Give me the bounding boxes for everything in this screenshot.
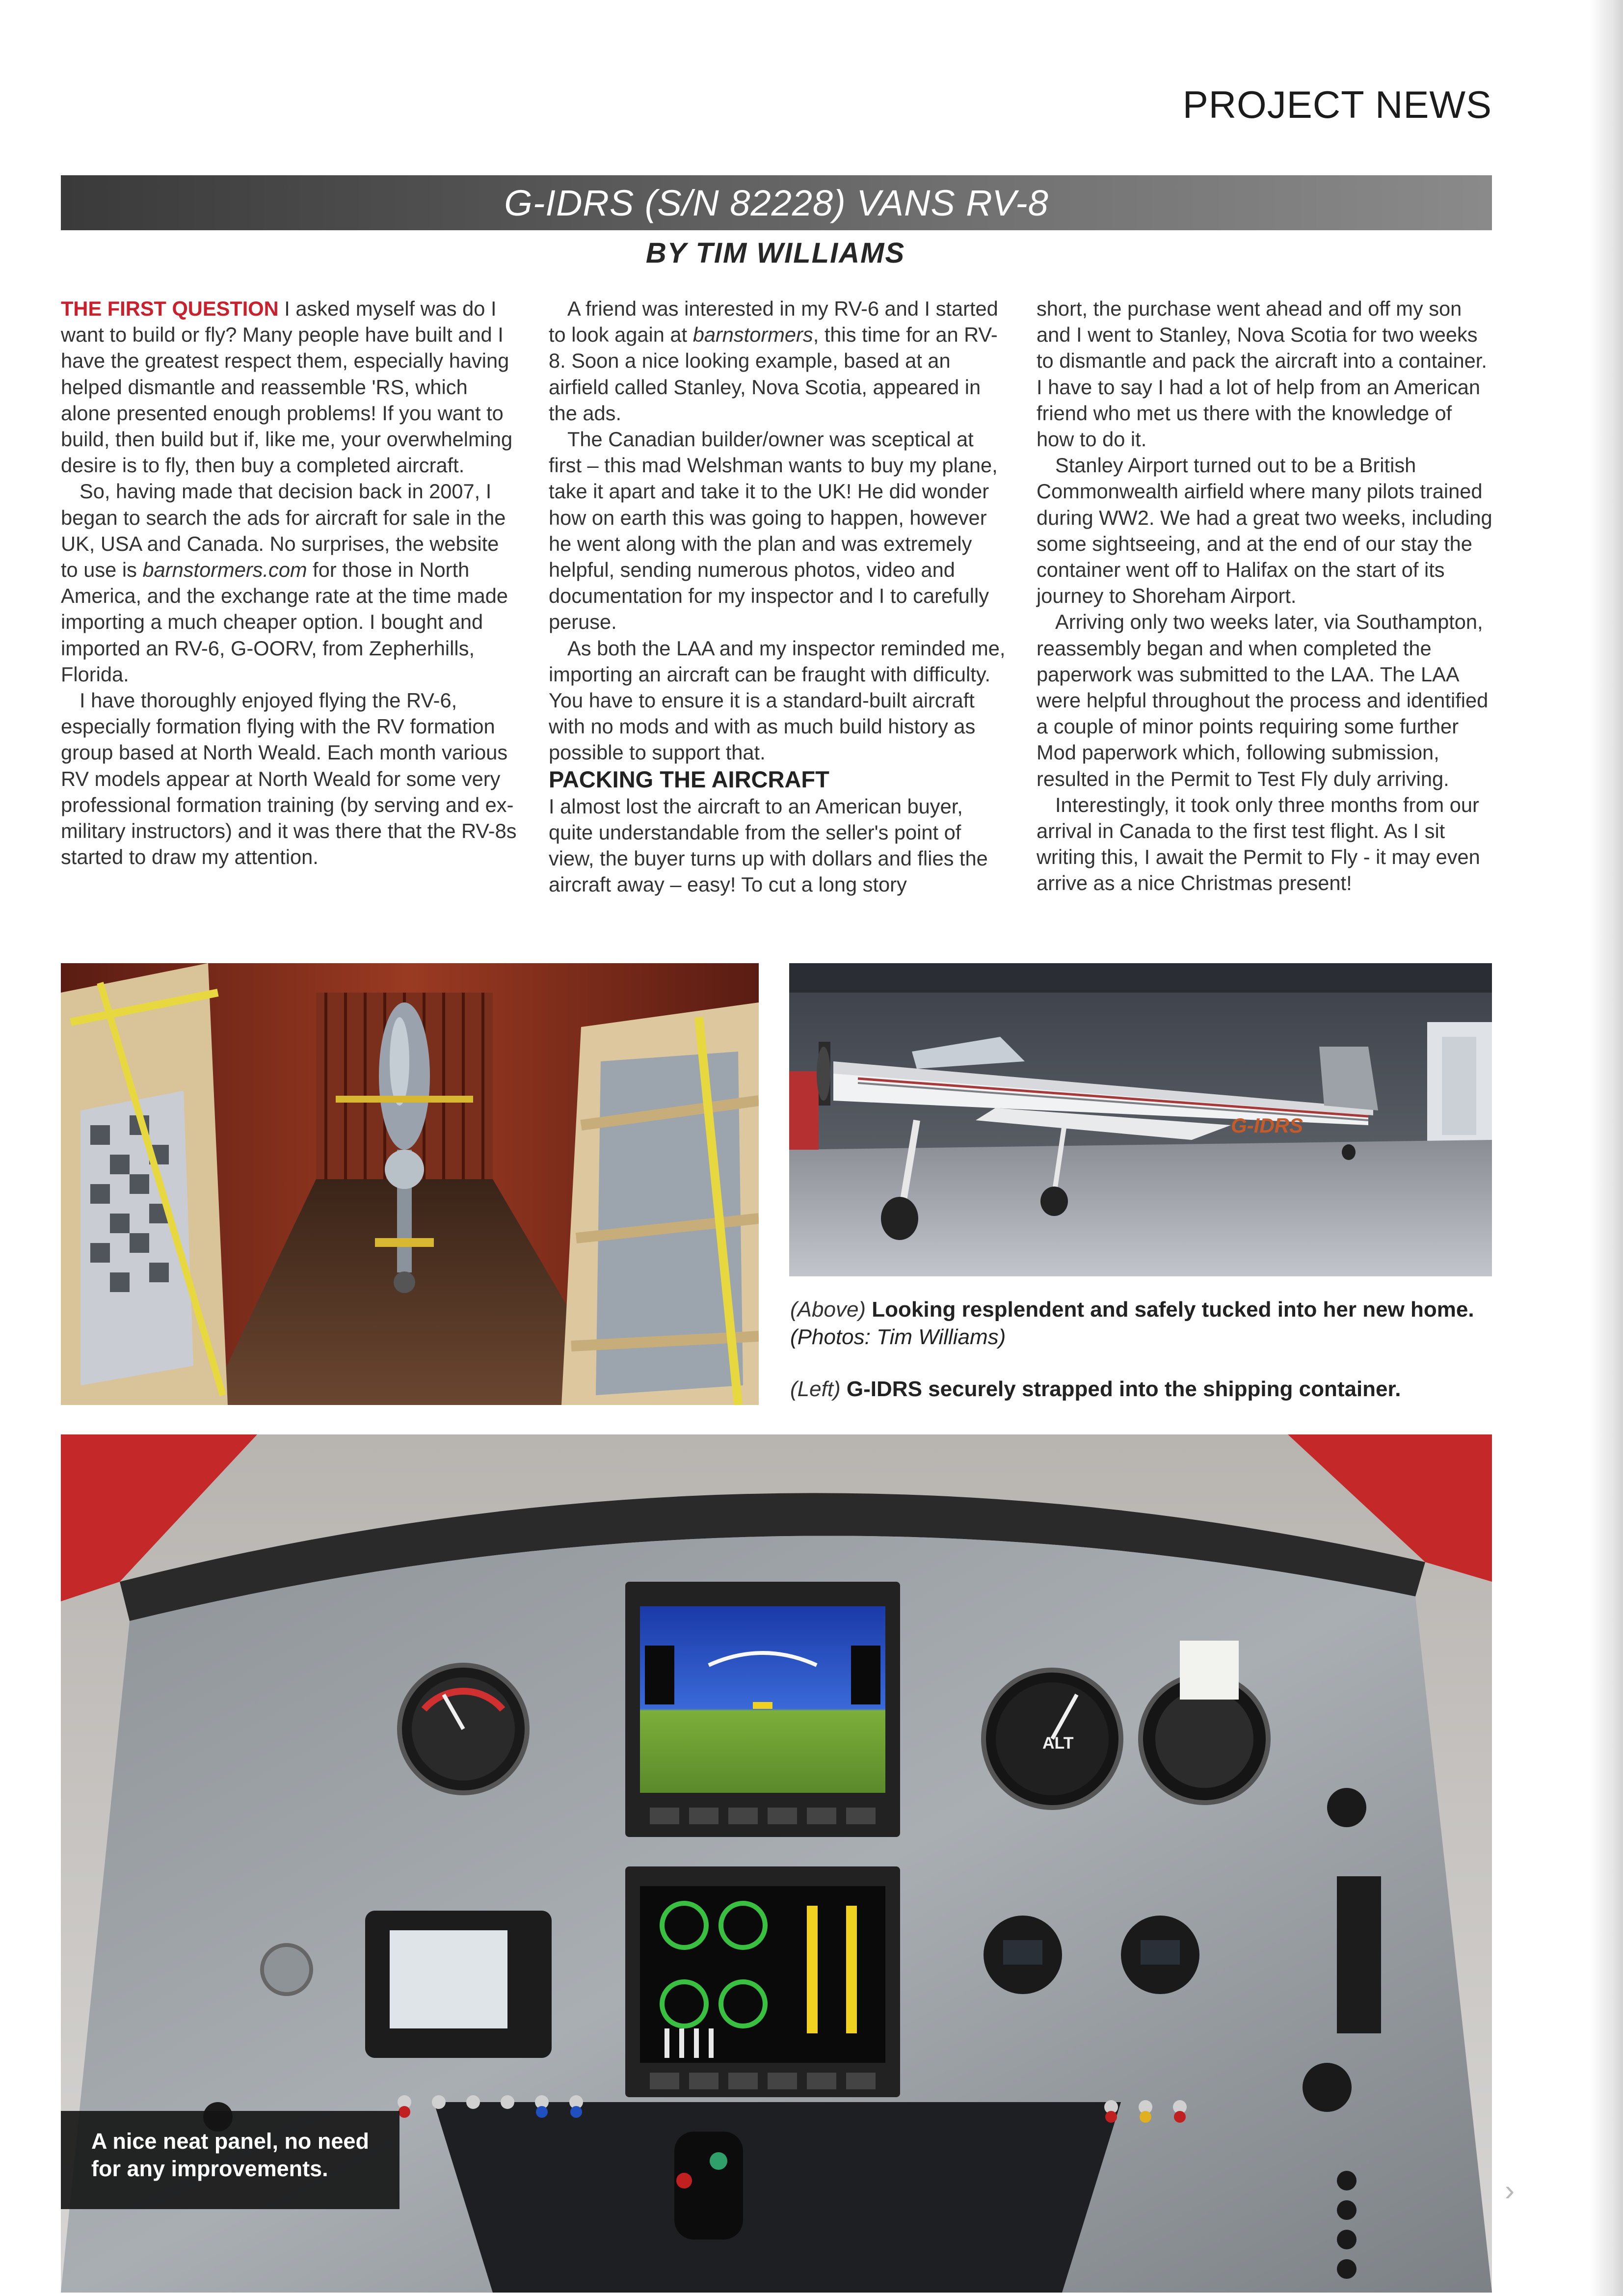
caption-tag: (Left) xyxy=(790,1377,841,1401)
section-label: PROJECT NEWS xyxy=(1182,83,1492,126)
paragraph: Arriving only two weeks later, via Southampton, reassembly began and when completed the paperwork was submitted to the LAA. The LAA were helpful throughout the process and identified a couple of minor points requiring some further Mod paperwork which, following submission, resulted in the Permit to Test Fly duly arriving. xyxy=(1037,610,1489,790)
article-title: G-IDRS (S/N 82228) VANS RV-8 xyxy=(504,182,1049,223)
paragraph: Stanley Airport turned out to be a British Commonwealth airfield where many pilots trained during WW2. We had a great two weeks, including some sightseeing, and at the end of our stay the container went off to Halifax on the start of its journey to Shoreham Airport. xyxy=(1037,454,1492,608)
website-name: barnstormers xyxy=(692,323,813,347)
hangar-illustration xyxy=(789,963,1492,1276)
article-column-3 xyxy=(1037,296,1494,896)
photo-credit: (Photos: Tim Williams) xyxy=(790,1325,1006,1349)
registration-marking: G-IDRS xyxy=(1231,1114,1303,1137)
paragraph: The Canadian builder/owner was sceptical at first – this mad Welshman wants to buy my plane, take it apart and take it to the UK! He did wonder how on earth this was going to happen, however he went along with the plan and was extremely helpful, sending numerous photos, video and documentation for my inspector and I to carefully peruse. xyxy=(549,428,998,634)
title-band xyxy=(61,175,1492,230)
paragraph: Interestingly, it took only three months from our arrival in Canada to the first test flight. As I sit writing this, I await the Permit to Fly - it may even arrive as a nice Christmas present! xyxy=(1037,793,1480,895)
caption-tag: (Above) xyxy=(790,1297,866,1322)
paragraph: short, the purchase went ahead and off my son and I went to Stanley, Nova Scotia for two weeks to dismantle and pack the aircraft into a container. I have to say I had a lot of help from an American friend who met us there with the knowledge of how to do it. xyxy=(1037,297,1487,451)
paragraph-text: for those in North America, and the exchange rate at the time made importing a much cheaper option. I bought and imported an RV-6, G-OORV, from Zepherhills, Florida. xyxy=(61,558,508,686)
paragraph-text: So, having made that decision back in 2007, I began to search the ads for aircraft for sale in the UK, USA and Canada. No surprises, the website to use is xyxy=(61,480,506,582)
page-edge-shadow xyxy=(1590,0,1623,2296)
photo-shipping-container xyxy=(61,963,759,1405)
article-column-2 xyxy=(549,296,1006,897)
caption-left xyxy=(790,1376,1477,1403)
photo-hangar xyxy=(789,963,1492,1276)
paragraph xyxy=(61,478,518,687)
paragraph: I almost lost the aircraft to an American buyer, quite understandable from the seller's point of view, the buyer turns up with dollars and flies the aircraft away – easy! To cut a long story xyxy=(549,794,988,896)
altimeter-label: ALT xyxy=(1042,1734,1074,1753)
paragraph xyxy=(549,296,1006,426)
byline: BY TIM WILLIAMS xyxy=(645,237,905,269)
paragraph-text: , this time for an RV-8. Soon a nice looking example, based at an airfield called Stanley, Nova Scotia, appeared in the ads. xyxy=(549,323,998,425)
paragraph-text: A friend was interested in my RV-6 and I started to look again at xyxy=(549,297,998,347)
panel-caption: A nice neat panel, no need for any improvements. xyxy=(61,2111,399,2209)
caption-above xyxy=(790,1296,1477,1351)
lead-in: THE FIRST QUESTION xyxy=(61,297,279,320)
chevron-right-icon: › xyxy=(1505,2174,1515,2207)
article-column-1 xyxy=(61,296,518,870)
caption-text: Looking resplendent and safely tucked into her new home. xyxy=(866,1297,1474,1322)
paragraph-text: I asked myself was do I want to build or fly? Many people have built and I have the greatest respect them, especially having helped dismantle and reassemble 'RS, which alone presented enough problems! If you want to build, then build but if, like me, your overwhelming desire is to fly, then buy a completed aircraft. xyxy=(61,297,513,477)
paragraph: As both the LAA and my inspector reminded me, importing an aircraft can be fraught with difficulty. You have to ensure it is a standard-built aircraft with no mods and with as much build history as possible to support that. xyxy=(549,636,1006,764)
paragraph xyxy=(61,296,518,478)
caption-text: G-IDRS securely strapped into the shipping container. xyxy=(840,1377,1401,1401)
paragraph: I have thoroughly enjoyed flying the RV-6, especially formation flying with the RV formation group based at North Weald. Each month various RV models appear at North Weald for some very professional formation training (by serving and ex-military instructors) and it was there that the RV-8s started to draw my attention. xyxy=(61,689,517,869)
website-name: barnstormers.com xyxy=(142,558,307,582)
container-illustration xyxy=(61,963,759,1405)
subheading: PACKING THE AIRCRAFT xyxy=(549,766,829,792)
